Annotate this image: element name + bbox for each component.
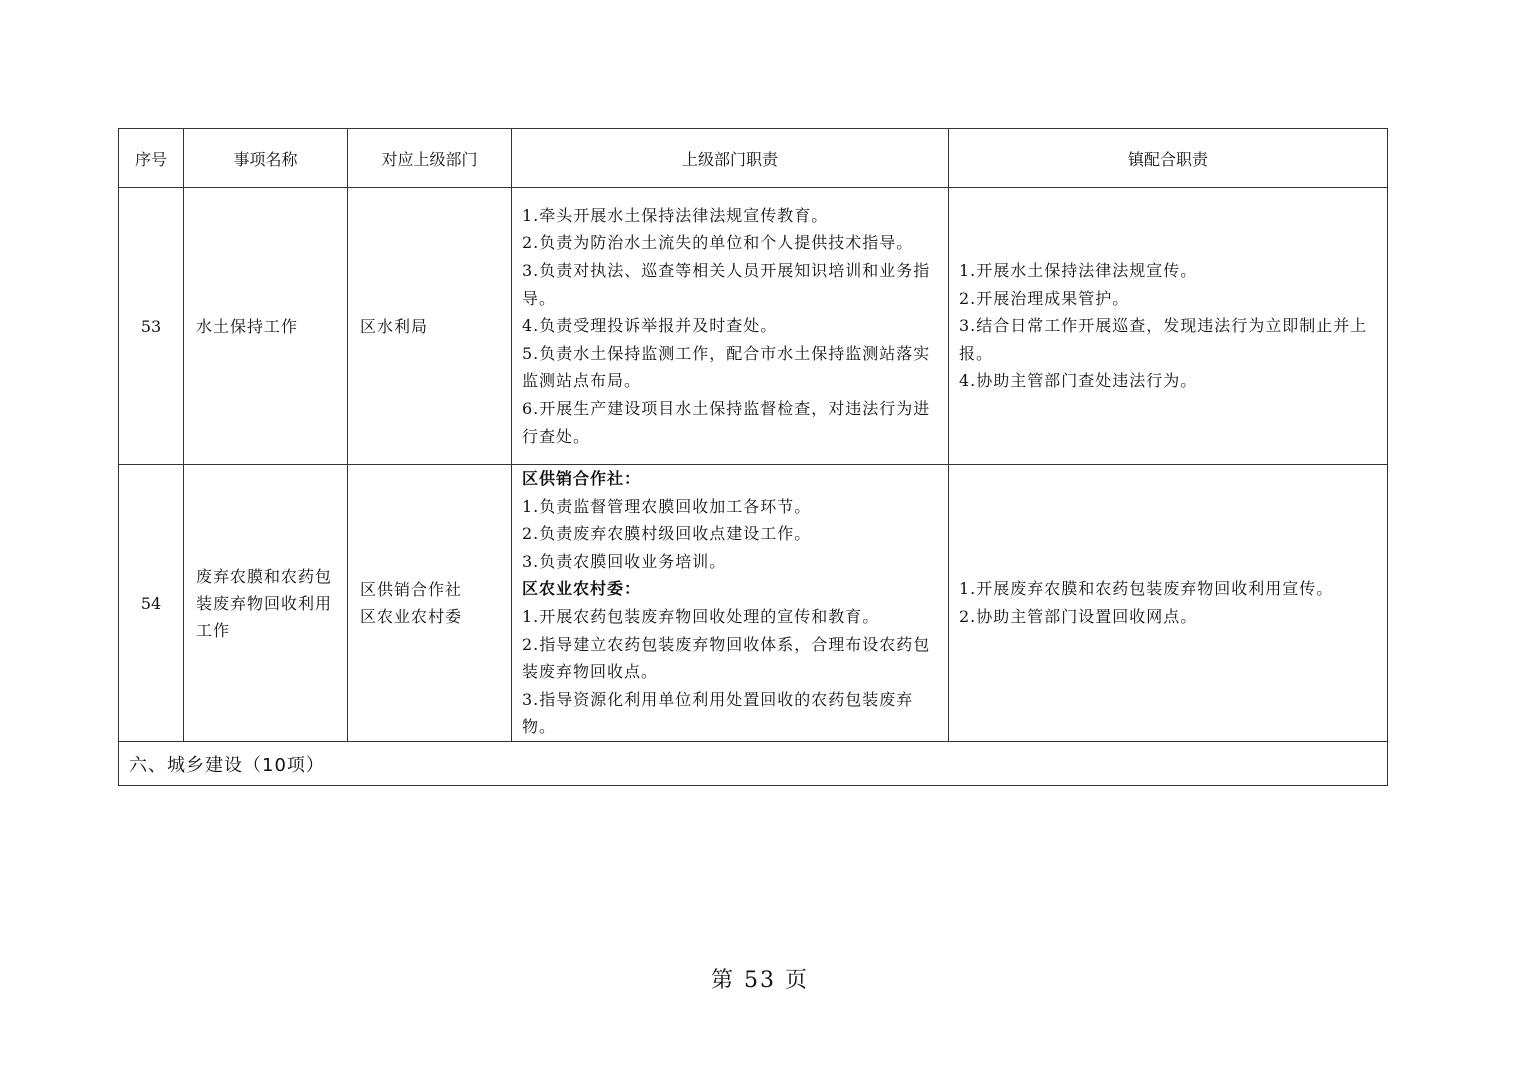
town-duty-line: 2.开展治理成果管护。 [959,288,1130,308]
duty-line: 2.负责为防治水土流失的单位和个人提供技术指导。 [522,233,914,253]
page-number: 第 53 页 [711,968,809,993]
row-number: 54 [119,465,184,742]
duty-line: 5.负责水土保持监测工作，配合市水土保持监测站落实监测站点布局。 [522,343,931,391]
item-name: 废弃农膜和农药包装废弃物回收利用工作 [184,465,348,742]
duty-line: 2.指导建立农药包装废弃物回收体系，合理布设农药包装废弃物回收点。 [522,634,931,682]
town-duty-line: 1.开展水土保持法律法规宣传。 [959,261,1198,281]
section-title: 六、城乡建设（10项） [119,742,1388,786]
duty-line: 1.负责监督管理农膜回收加工各环节。 [522,496,812,516]
dept-name-line: 区供销合作社 [360,580,463,599]
dept-duties [512,188,949,465]
table-header-row [119,129,1388,188]
duty-table [118,128,1388,786]
header-item-name: 事项名称 [184,129,348,188]
header-dept-duties: 上级部门职责 [512,129,949,188]
duty-line: 6.开展生产建设项目水土保持监督检查，对违法行为进行查处。 [522,398,931,446]
town-duty-line: 1.开展废弃农膜和农药包装废弃物回收利用宣传。 [959,579,1334,599]
duty-line: 3.负责农膜回收业务培训。 [522,551,727,571]
org-heading: 区供销合作社： [522,469,642,489]
duty-line: 3.指导资源化利用单位利用处置回收的农药包装废弃物。 [522,689,914,737]
duty-line: 1.开展农药包装废弃物回收处理的宣传和教育。 [522,607,880,626]
table-row [119,465,1388,742]
town-duties [949,465,1388,742]
town-duties [949,188,1388,465]
town-duty-line: 4.协助主管部门查处违法行为。 [959,371,1198,391]
town-duty-line: 3.结合日常工作开展巡查，发现违法行为立即制止并上报。 [959,316,1368,363]
duty-line: 3.负责对执法、巡查等相关人员开展知识培训和业务指导。 [522,261,931,308]
table-row [119,188,1388,465]
dept-duties [512,465,949,742]
section-row [119,742,1388,786]
header-no: 序号 [119,129,184,188]
item-name: 水土保持工作 [184,188,348,465]
org-heading: 区农业农村委： [522,579,642,599]
dept-name: 区水利局 [348,188,512,465]
town-duty-line: 2.协助主管部门设置回收网点。 [959,607,1198,626]
row-number: 53 [119,188,184,465]
header-town-duties: 镇配合职责 [949,129,1388,188]
duty-line: 4.负责受理投诉举报并及时查处。 [522,316,778,336]
header-dept: 对应上级部门 [348,129,512,188]
dept-name [348,465,512,742]
dept-name-line: 区农业农村委 [360,607,463,626]
duty-line: 1.牵头开展水土保持法律法规宣传教育。 [522,205,829,225]
duty-line: 2.负责废弃农膜村级回收点建设工作。 [522,524,812,544]
